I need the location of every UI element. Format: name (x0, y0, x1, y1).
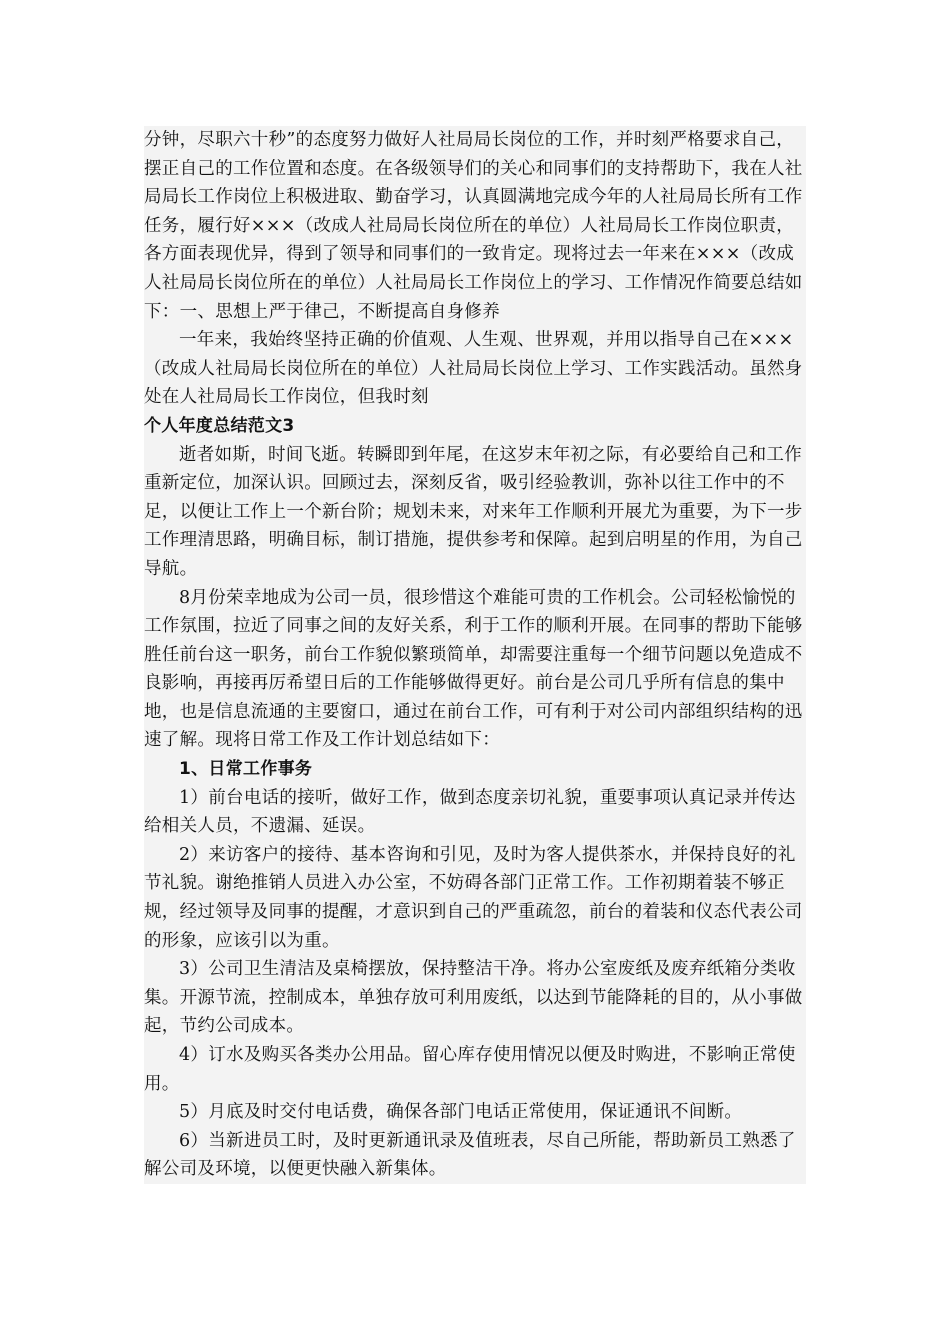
list-item: 4）订水及购买各类办公用品。留心库存使用情况以便及时购进，不影响正常使用。 (144, 1045, 796, 1094)
list-item: 1）前台电话的接听，做好工作，做到态度亲切礼貌，重要事项认真记录并传达给相关人员，不遗漏、延误。 (144, 787, 796, 837)
list-item: 5）月底及时交付电话费，确保各部门电话正常使用，保证通讯不间断。 (179, 1102, 743, 1123)
list-item: 2）来访客户的接待、基本咨询和引见，及时为客人提供茶水，并保持良好的礼节礼貌。谢绝推销人员进入办公室，不妨碍各部门正常工作。工作初期着装不够正规，经过领导及同事的提醒，才意识到自己的严重疏忽，前台的着装和仪态代表公司的形象，应该引以为重。 (144, 844, 803, 951)
list-item: 6）当新进员工时，及时更新通讯录及值班表，尽自己所能，帮助新员工熟悉了解公司及环境，以便更快融入新集体。 (144, 1130, 796, 1180)
document-body (144, 126, 806, 1184)
section-heading-3: 个人年度总结范文3 (144, 415, 295, 436)
list-item: 3）公司卫生清洁及桌椅摆放，保持整洁干净。将办公室废纸及废弃纸箱分类收集。开源节流，控制成本，单独存放可利用废纸，以达到节能降耗的目的，从小事做起，节约公司成本。 (144, 959, 803, 1037)
subheading-daily-work: 1、日常工作事务 (179, 759, 313, 780)
intro-paragraph: 分钟，尽职六十秒”的态度努力做好人社局局长岗位的工作，并时刻严格要求自己，摆正自己的工作位置和态度。在各级领导们的关心和同事们的支持帮助下，我在人社局局长工作岗位上积极进取、勤奋学习，认真圆满地完成今年的人社局局长所有工作任务，履行好×××（改成人社局局长岗位所在的单位）人社局局长工作岗位职责，各方面表现优异，得到了领导和同事们的一致肯定。现将过去一年来在×××（改成人社局局长岗位所在的单位）人社局局长工作岗位上的学习、工作情况作简要总结如下：一、思想上严于律己，不断提高自身修养 (144, 130, 803, 322)
paragraph-4: 8月份荣幸地成为公司一员，很珍惜这个难能可贵的工作机会。公司轻松愉悦的工作氛围，拉近了同事之间的友好关系，利于工作的顺利开展。在同事的帮助下能够胜任前台这一职务，前台工作貌似繁琐简单，却需要注重每一个细节问题以免造成不良影响，再接再厉希望日后的工作能够做得更好。前台是公司几乎所有信息的集中地，也是信息流通的主要窗口，通过在前台工作，可有利于对公司内部组织结构的迅速了解。现将日常工作及工作计划总结如下： (144, 587, 803, 751)
paragraph-2: 一年来，我始终坚持正确的价值观、人生观、世界观，并用以指导自己在×××（改成人社局局长岗位所在的单位）人社局局长岗位上学习、工作实践活动。虽然身处在人社局局长工作岗位，但我时刻 (144, 330, 803, 408)
paragraph-3: 逝者如斯，时间飞逝。转瞬即到年尾，在这岁末年初之际，有必要给自己和工作重新定位，加深认识。回顾过去，深刻反省，吸引经验教训，弥补以往工作中的不足，以便让工作上一个新台阶；规划未来，对来年工作顺利开展尤为重要，为下一步工作理清思路，明确目标，制订措施，提供参考和保障。起到启明星的作用，为自己导航。 (144, 444, 803, 579)
